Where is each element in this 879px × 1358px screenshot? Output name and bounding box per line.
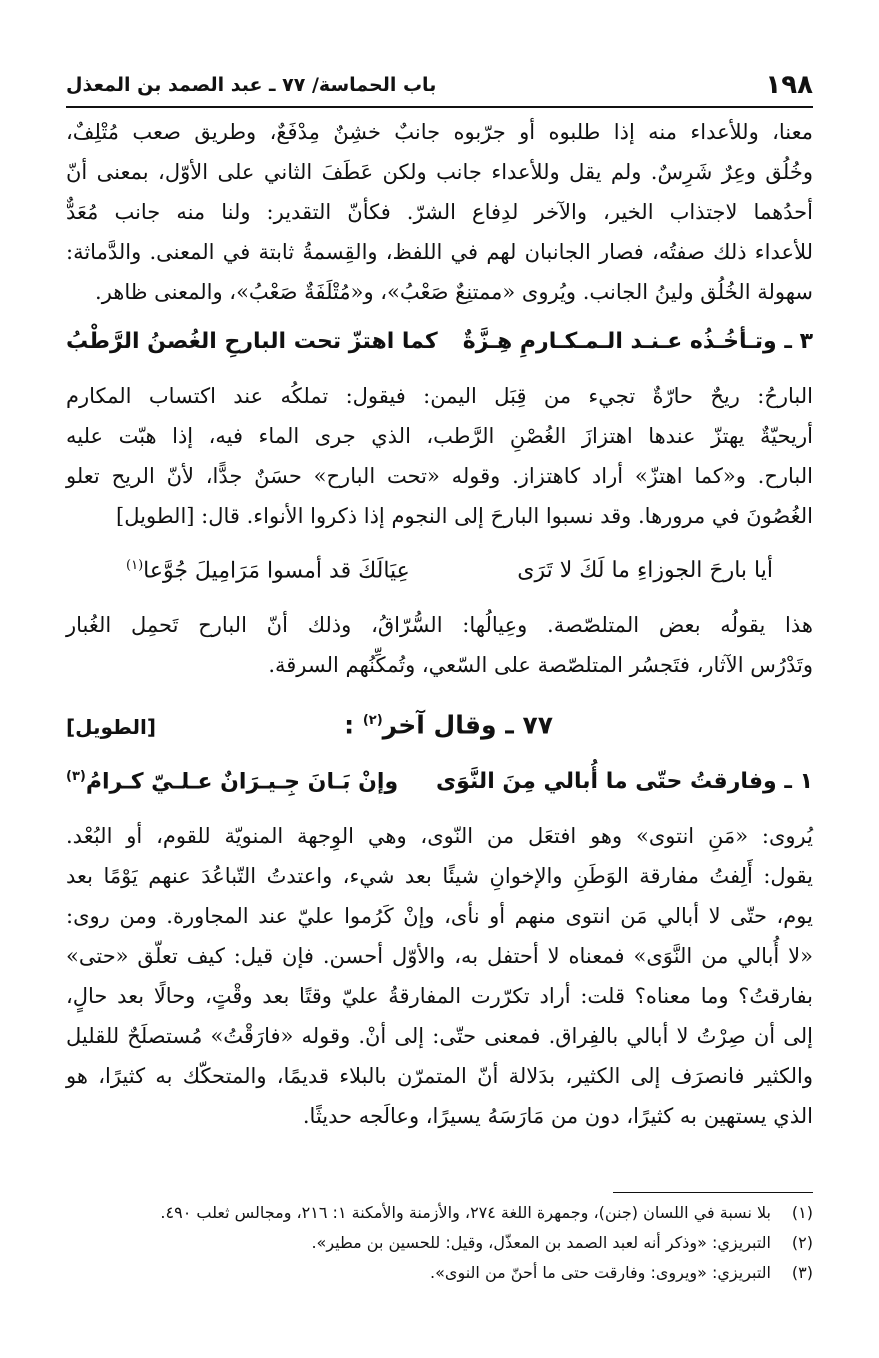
footnote <box>66 1228 813 1258</box>
text-line: الغُصُونَ في مرورها. وقد نسبوا البارحَ إلى النجوم إذا ذكروا الأنواء. قال: [الطويل] <box>116 504 813 528</box>
footnote-number: (١) <box>791 1203 813 1222</box>
footnote <box>66 1198 813 1228</box>
section-title-text: ٧٧ ـ وقال آخر <box>382 710 553 740</box>
text-line: وخُلُق وعِرٌ شَرِسٌ. ولم يقل وللأعداء جانب ولكن عَطَفَ الثاني على الأوّل، بمعنى أنّ <box>66 160 813 184</box>
verse-first-hemistich: ١ ـ وفارقتُ حتّى ما أُبالي مِنَ النَّوَى <box>436 768 813 794</box>
text-line: معنا، وللأعداء منه إذا طلبوه أو جرّبوه جانبٌ خشِنٌ مِدْفَعٌ، وطريق صعب مُتْلِفٌ، <box>66 120 813 144</box>
meter-label: [الطويل] <box>66 714 157 739</box>
intro-paragraph <box>66 112 813 312</box>
section-heading <box>66 701 813 746</box>
footnote-ref: (٣) <box>66 768 86 784</box>
footnote-rule <box>613 1192 813 1193</box>
section-title <box>344 701 553 745</box>
footnote-text: التبريزي: «وذكر أنه لعبد الصمد بن المعذّل، وقيل: للحسين بن مطير». <box>311 1233 771 1252</box>
page-number: ١٩٨ <box>765 70 813 100</box>
text-line: أريحيّةٌ يهتزّ عندها اهتزازَ الغُصْنِ الرَّطب، الذي جرى الماء فيه، إذا هبّت عليه <box>66 424 813 448</box>
text-line: إلى أن صِرْتُ لا أبالي بالفِراق. فمعنى حتّى: إلى أنْ. وقوله «فارَقْتُ» مُستصلَحٌ للقليل <box>66 1023 813 1048</box>
commentary-paragraph <box>66 816 813 1136</box>
text-line: يوم، حتّى لا أبالي مَن انتوى منهم أو نأى، وإنْ كَرُموا عليّ عند المجاورة. ومن روى: <box>66 903 813 928</box>
text-line: البارح. و«كما اهتزّ» أراد كاهتزاز. وقوله «تحت البارح» حسَنٌ جدًّا، لأنّ الريح تعلو <box>66 464 813 488</box>
footnote <box>66 1258 813 1288</box>
text-line: يقول: أَلِفتُ مفارقة الوَطَنِ والإخوانِ شيئًا بعد شيء، واعتدتُ التّباعُدَ عنهم يَوْمًا بعد <box>66 863 813 888</box>
verse-second-hemistich <box>126 546 410 591</box>
text-line: والكثير فانصرَف إلى الكثير، بدَلالة أنّ المتمرّن بالبلاء قديمًا، والمتحكّك به كثيرًا، هو <box>66 1063 813 1088</box>
text-line: البارحُ: ريحٌ حارّةٌ تجيء من قِبَل اليمن: فيقول: تملكُه عند اكتساب المكارم <box>66 384 813 408</box>
text-line: الذي يستهين به كثيرًا، دون من مَارَسَهُ يسيرًا، وعالَجه حديثًا. <box>302 1103 813 1128</box>
page-header <box>66 66 813 104</box>
footnotes <box>66 1198 813 1288</box>
header-rule <box>66 106 813 108</box>
text-line: «لا أُبالي من النَّوَى» فمعناه لا أحتفل به، والأوّل أحسن. فإن قيل: كيف تعلّق «حتى» <box>66 943 813 968</box>
text-line: بفارقتُ؟ وما معناه؟ قلت: أراد تكرّرت المفارقةُ عليّ وقتًا بعد وقْتٍ، وحالًا بعد حالٍ، <box>66 983 813 1008</box>
verse-3 <box>66 322 813 362</box>
text-line: وتَدْرُس الآثار، فتَجسُر المتلصّصة على السّعي، وتُمكِّنُهم السرقة. <box>268 653 813 678</box>
footnote-ref: (١) <box>126 558 144 573</box>
text-line: للأعداء ذلك صفتُه، فصار الجانبان لهم في اللفظ، والقِسمةُ ثابتة في المعنى. والدَّماثة: <box>66 240 813 264</box>
text-line: سهولة الخُلُق ولينُ الجانب. ويُروى «ممتنِعٌ صَعْبُ»، و«مُتْلَفَةٌ صَعْبُ»، والمعنى ظاهر. <box>95 280 813 304</box>
hemistich-text: وإنْ بَـانَ جِـيـرَانٌ عـلـيّ كـرامُ <box>85 768 399 794</box>
verse-first-hemistich: أيا بارحَ الجوزاءِ ما لَكَ لا تَرَى <box>517 558 773 584</box>
commentary-paragraph <box>66 605 813 685</box>
page-body <box>66 112 813 1136</box>
footnote-ref: (٢) <box>362 713 383 729</box>
text-line: أحدُهما لاجتذاب الخير، والآخر لدِفاع الشرّ. فكأنّ التقدير: ولنا منه جانب مُعَدٌّ <box>66 200 813 224</box>
hemistich-text: عِيَالَكَ قد أمسوا مَرَامِيلَ جُوَّعا <box>143 558 410 584</box>
section-colon: : <box>344 710 355 740</box>
verse-second-hemistich: كما اهتزّ تحت البارحِ الغُصنُ الرَّطْبُ <box>66 329 438 354</box>
verse-second-hemistich <box>66 757 398 802</box>
verse-1 <box>66 757 813 802</box>
footnote-text: التبريزي: «ويروى: وفارقت حتى ما أحنّ من النوى». <box>430 1263 771 1282</box>
text-line: هذا يقولُه بعض المتلصّصة. وعِيالُها: السُّرّاقُ، وذلك أنّ البارح تَحمِل الغُبار <box>66 613 813 638</box>
footnote-number: (٣) <box>791 1263 813 1282</box>
footnote-text: بلا نسبة في اللسان (جنن)، وجمهرة اللغة ٢٧٤، والأزمنة والأمكنة ١: ٢١٦، ومجالس ثعلب ٤٩٠. <box>160 1203 771 1222</box>
footnote-number: (٢) <box>791 1233 813 1252</box>
verse-first-hemistich: ٣ ـ وتـأخُـذُه عـنـد الـمـكـارمِ هِـزَّةٌ <box>462 329 813 354</box>
text-line: يُروى: «مَنِ انتوى» وهو افتعَل من النّوى، وهي الوِجهة المنويّة للقوم، أو البُعْد. <box>66 823 813 848</box>
quoted-verse <box>126 546 773 591</box>
running-title: باب الحماسة/ ٧٧ ـ عبد الصمد بن المعذل <box>66 74 437 96</box>
commentary-paragraph <box>66 376 813 536</box>
